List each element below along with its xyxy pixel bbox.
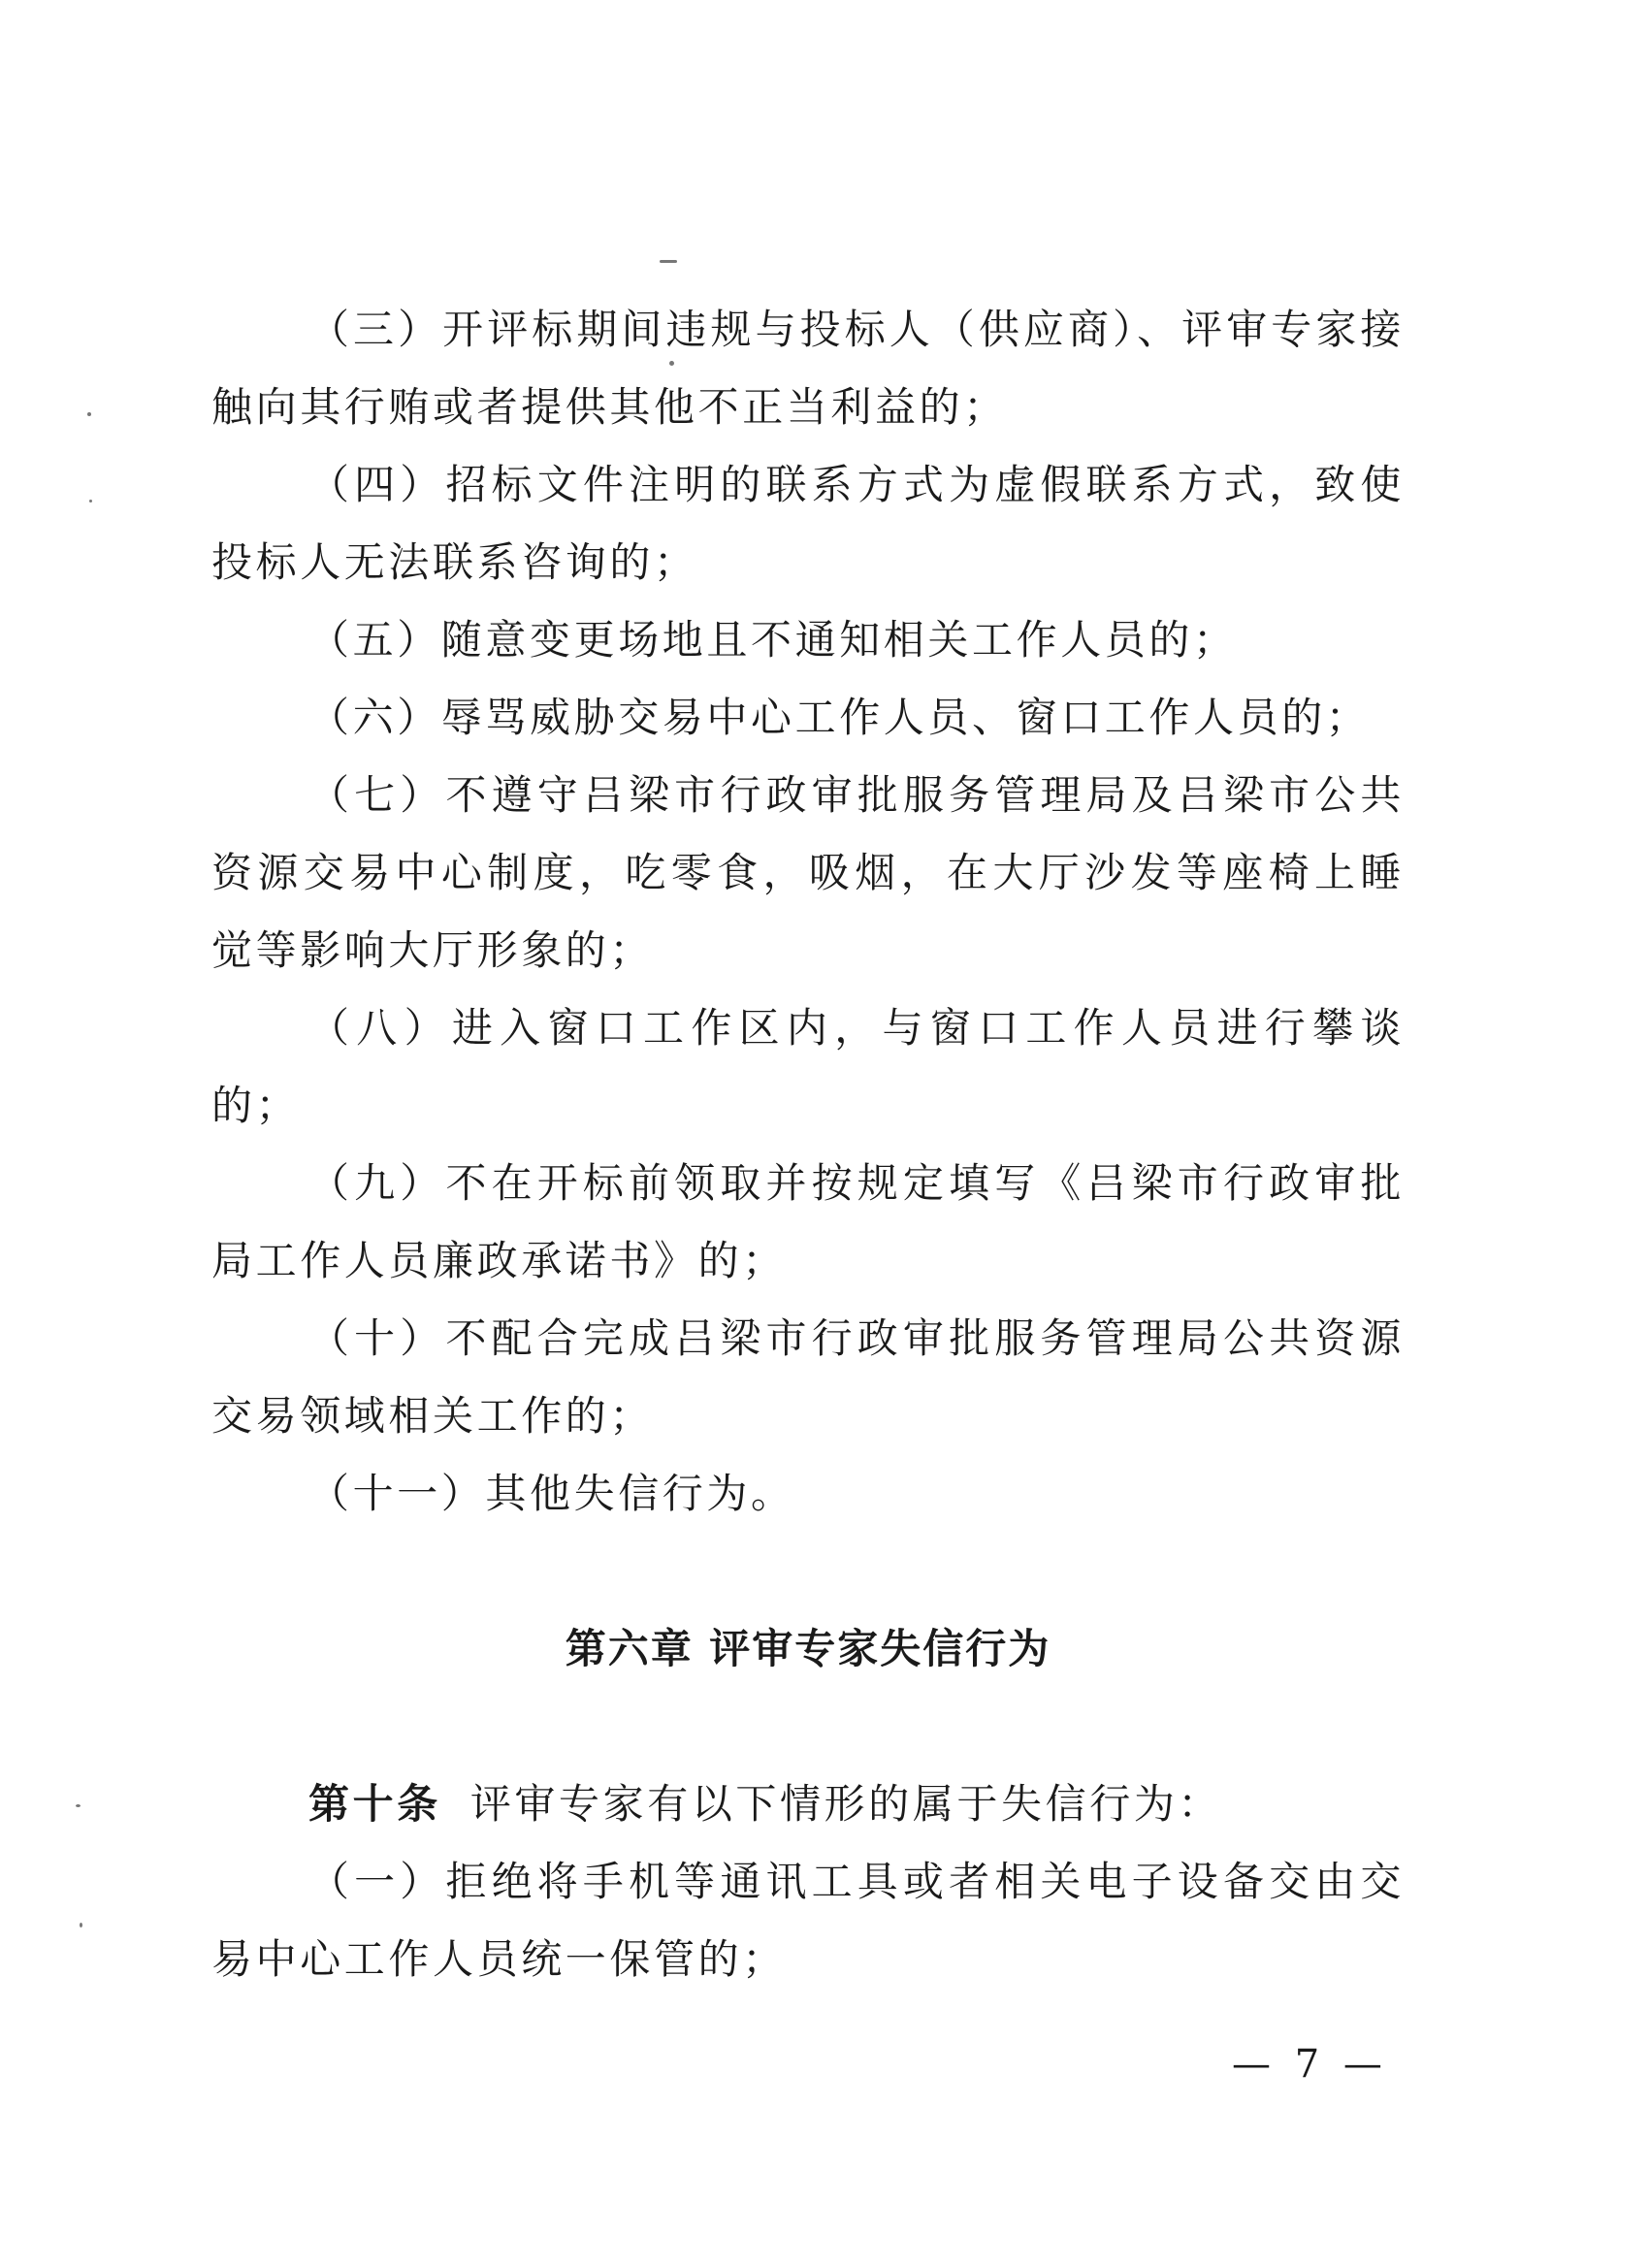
scan-speck bbox=[660, 260, 677, 263]
list-item-7: （七）不遵守吕梁市行政审批服务管理局及吕梁市公共资源交易中心制度，吃零食，吸烟，在大厅沙发等座椅上睡觉等影响大厅形象的； bbox=[211, 771, 1405, 974]
scan-speck bbox=[87, 412, 91, 416]
article-ten bbox=[211, 1766, 1405, 1843]
list-item-4: （四）招标文件注明的联系方式为虚假联系方式，致使投标人无法联系咨询的； bbox=[211, 461, 1405, 586]
list-item-5: （五）随意变更场地且不通知相关工作人员的； bbox=[308, 616, 1238, 664]
article-title: 第十条 bbox=[308, 1780, 441, 1828]
list-item-9: （九）不在开标前领取并按规定填写《吕梁市行政审批局工作人员廉政承诺书》的； bbox=[211, 1159, 1405, 1284]
scan-speck bbox=[76, 1804, 81, 1807]
scan-speck bbox=[89, 500, 92, 502]
list-item-6: （六）辱骂威胁交易中心工作人员、窗口工作人员的； bbox=[308, 694, 1371, 741]
list-item-11: （十一）其他失信行为。 bbox=[308, 1470, 795, 1517]
document-content bbox=[211, 291, 1405, 1998]
list-item-10: （十）不配合完成吕梁市行政审批服务管理局公共资源交易领域相关工作的； bbox=[211, 1314, 1405, 1440]
article-body: 评审专家有以下情形的属于失信行为： bbox=[469, 1780, 1223, 1828]
list-item-8: （八）进入窗口工作区内，与窗口工作人员进行攀谈的； bbox=[211, 1004, 1405, 1129]
page-number: — 7 — bbox=[1232, 2042, 1388, 2087]
chapter-heading: 第六章 评审专家失信行为 bbox=[565, 1625, 1051, 1672]
list-item-3: （三）开评标期间违规与投标人（供应商）、评审专家接触向其行贿或者提供其他不正当利益的； bbox=[211, 306, 1405, 431]
scan-speck bbox=[80, 1923, 82, 1928]
article-item-1: （一）拒绝将手机等通讯工具或者相关电子设备交由交易中心工作人员统一保管的； bbox=[211, 1858, 1405, 1983]
